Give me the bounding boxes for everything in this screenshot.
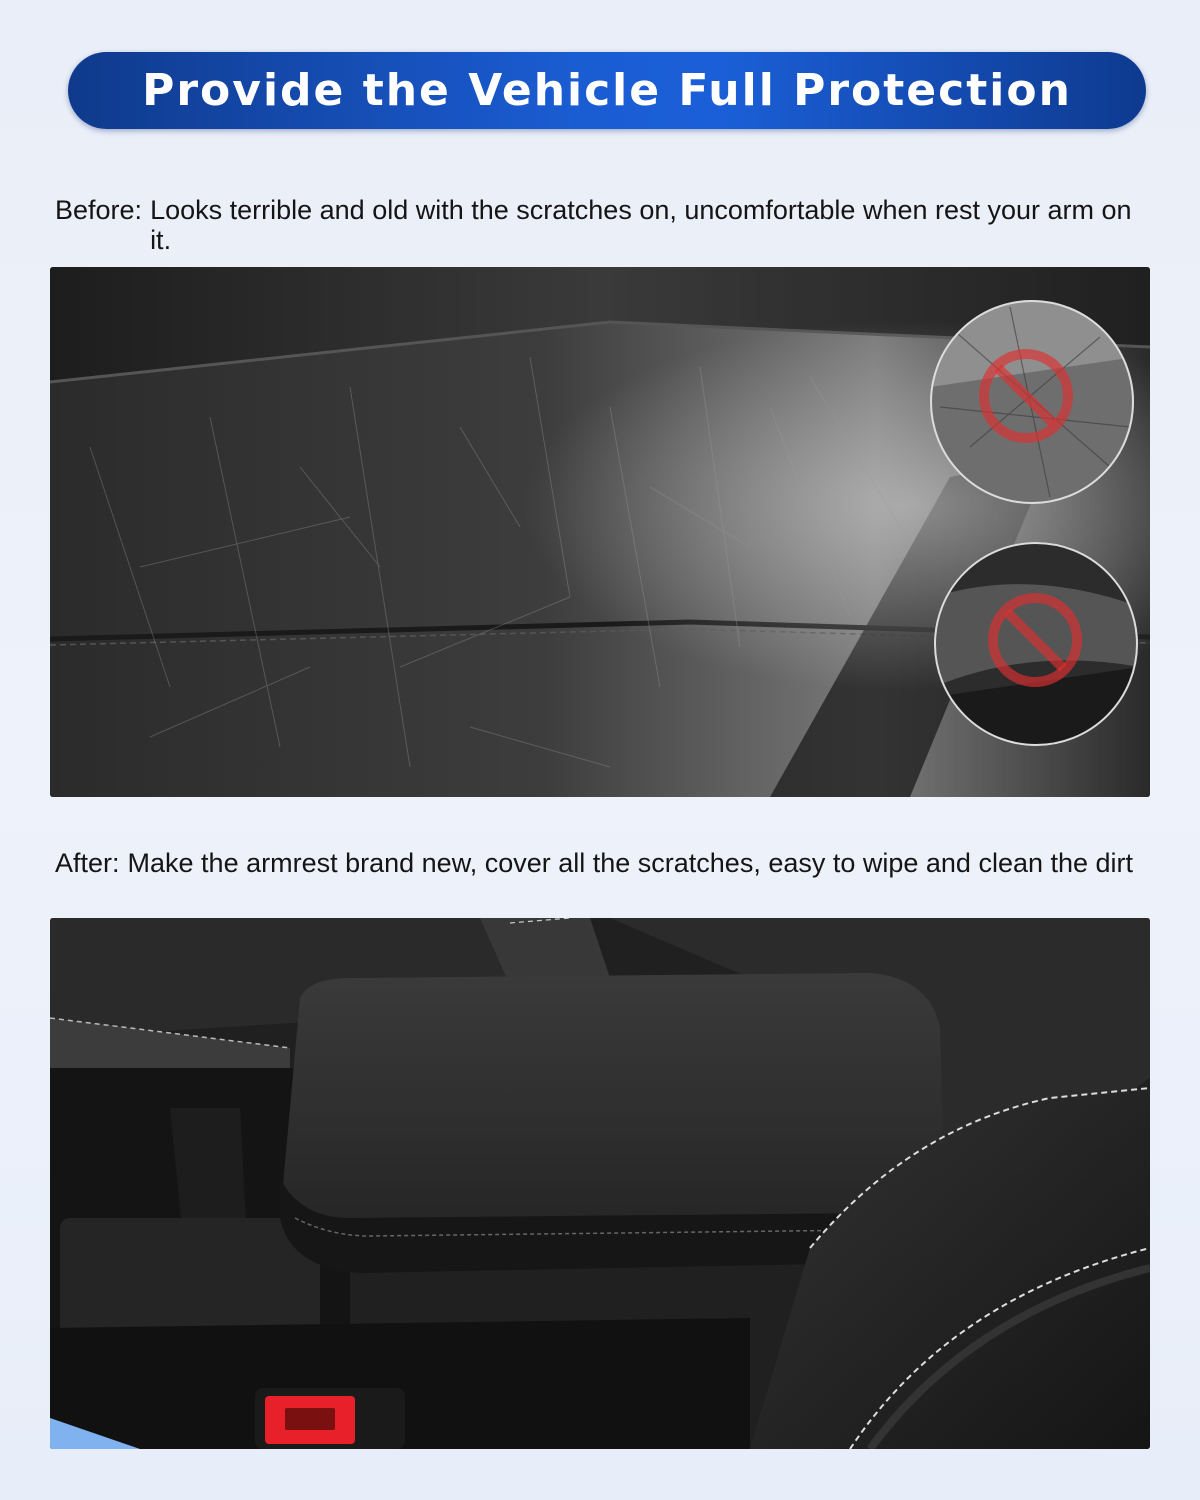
after-label: After:	[55, 848, 120, 878]
after-photo	[50, 918, 1150, 1449]
before-caption	[55, 195, 1155, 255]
before-label: Before:	[55, 195, 143, 225]
after-text: Make the armrest brand new, cover all the scratches, easy to wipe and clean the dirt	[127, 848, 1134, 878]
after-caption	[55, 848, 1155, 878]
before-photo	[50, 267, 1150, 797]
title-banner	[68, 52, 1146, 129]
seatbelt-buckle	[255, 1388, 405, 1449]
banner-title: Provide the Vehicle Full Protection	[142, 65, 1072, 116]
before-text: Looks terrible and old with the scratches on, uncomfortable when rest your arm on it.	[150, 195, 1132, 255]
